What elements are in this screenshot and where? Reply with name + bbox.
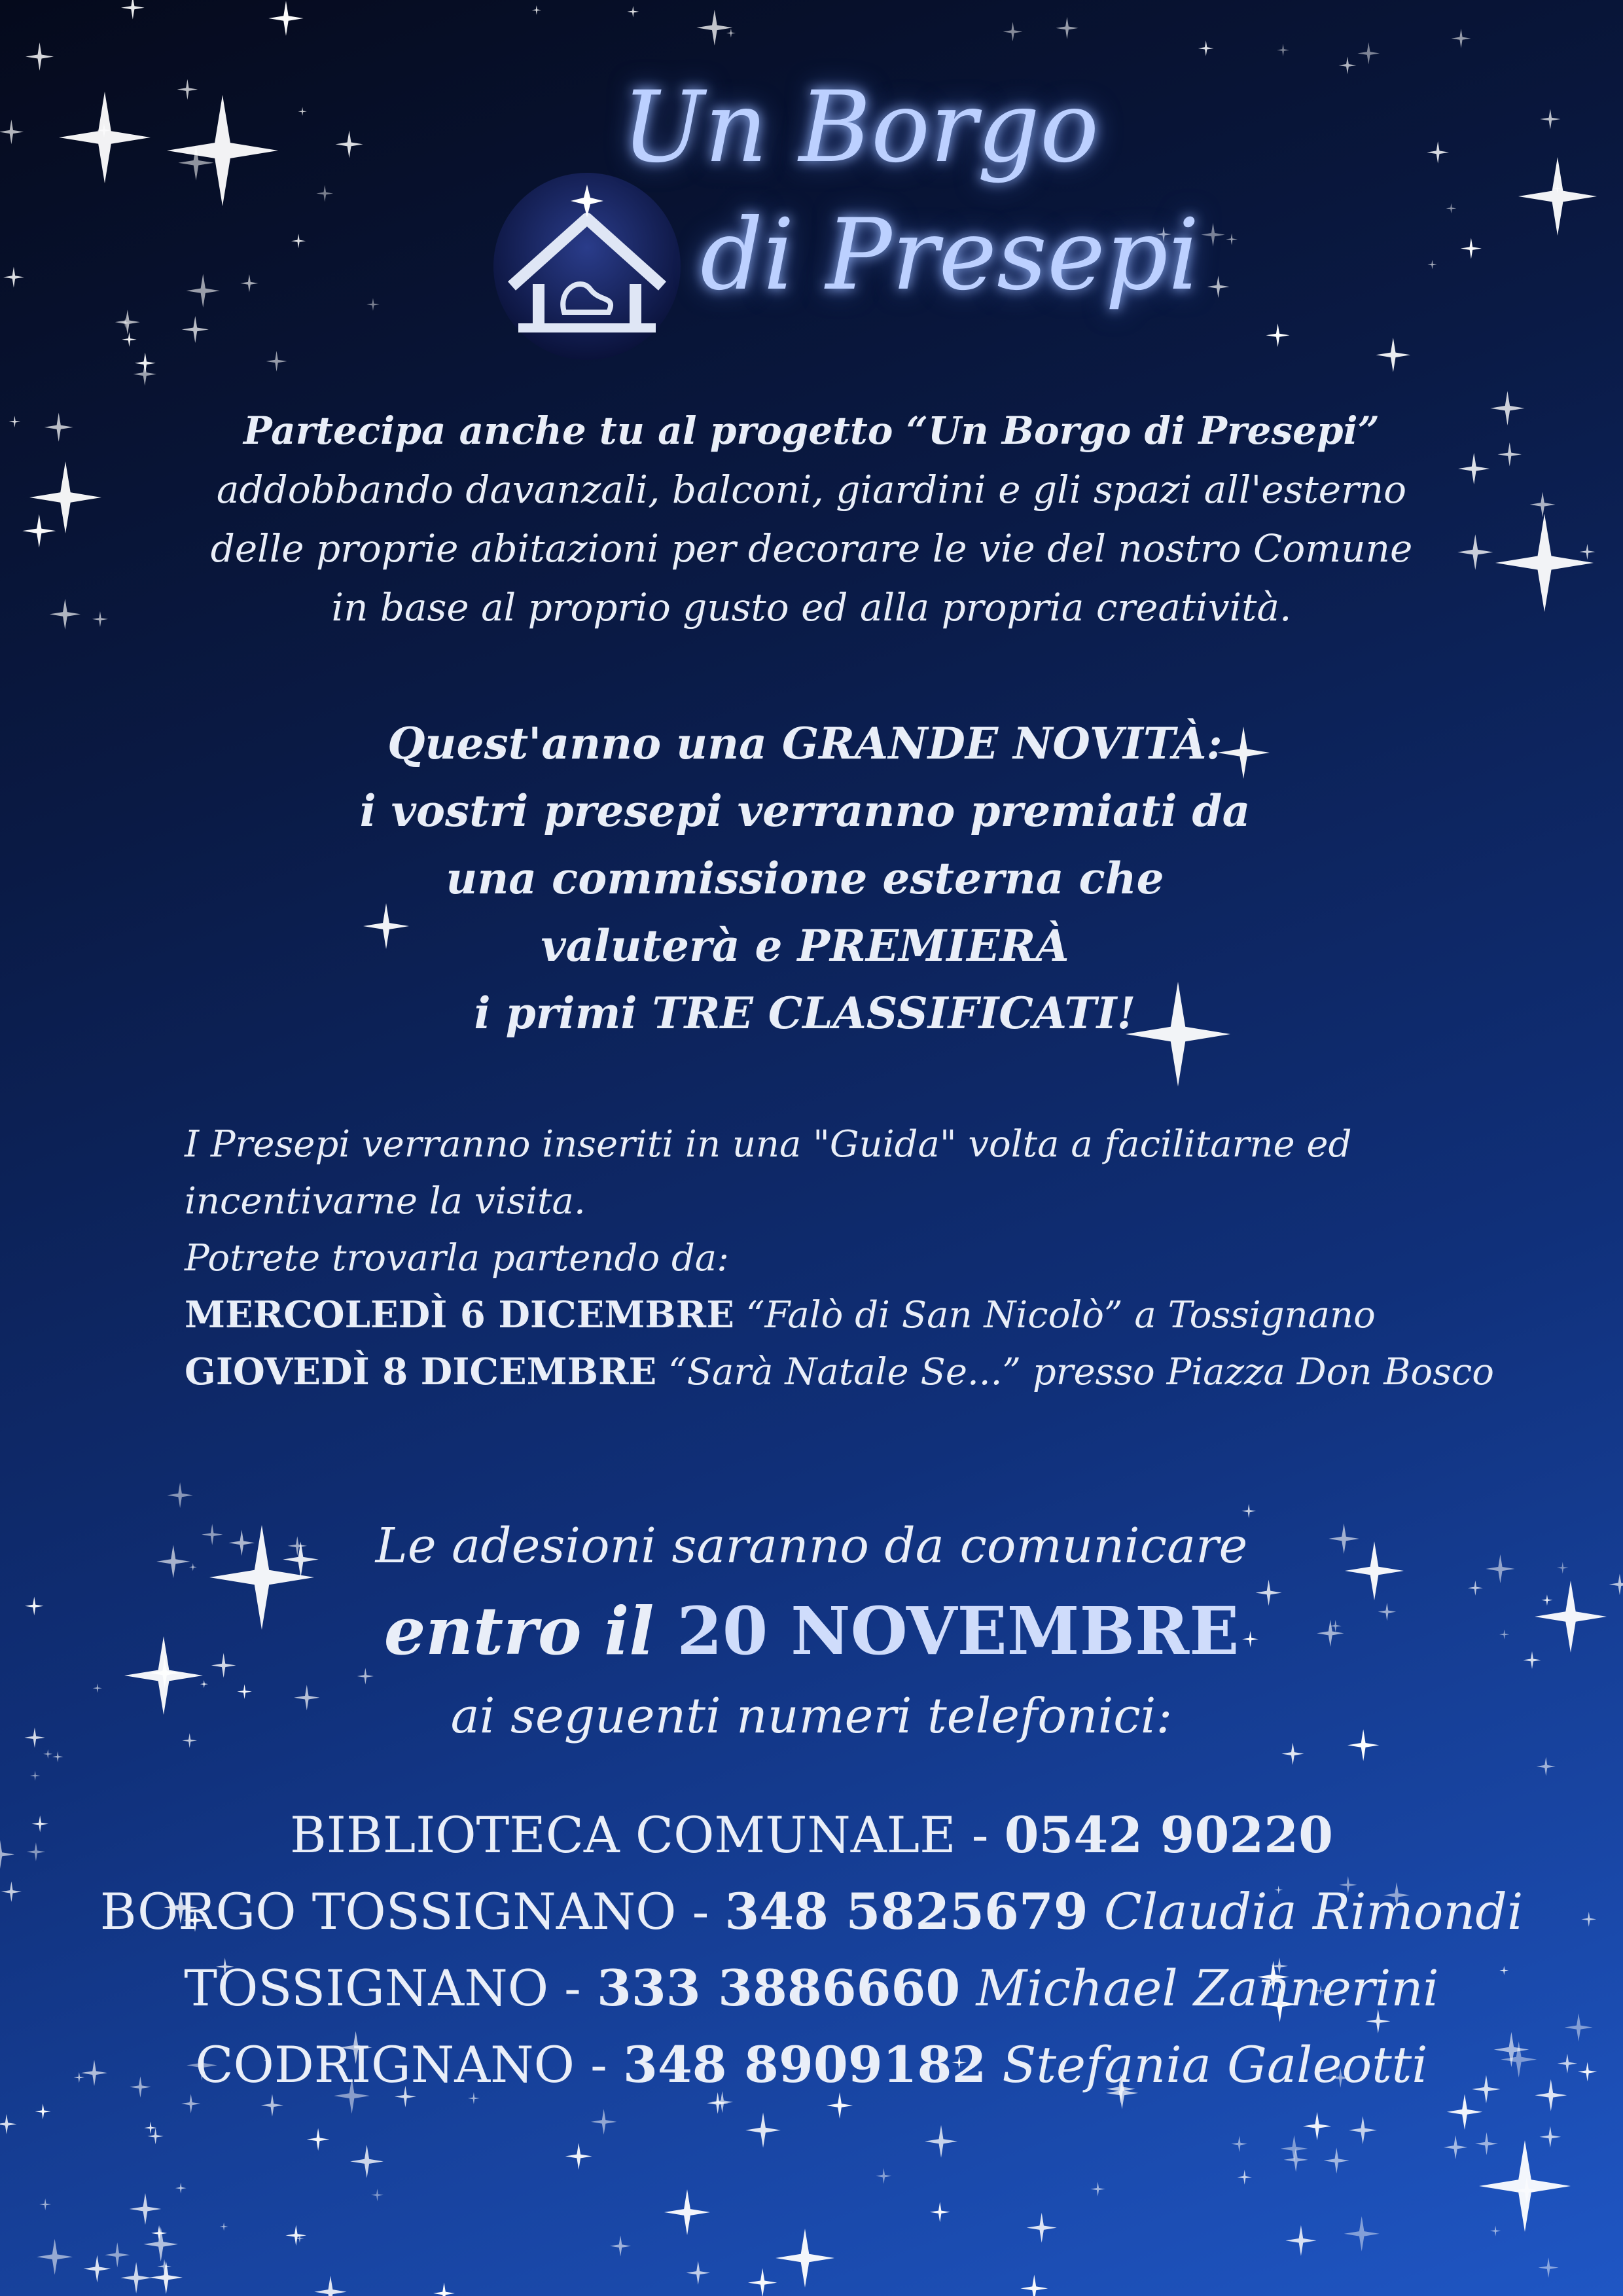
announcement-line: i vostri presepi verranno premiati da	[359, 785, 1251, 836]
sparkle-star	[133, 363, 156, 386]
contact-row	[0, 1797, 1623, 1873]
sparkle-star	[1324, 2147, 1349, 2173]
sparkle-star	[1344, 2216, 1380, 2251]
sparkle-star	[1285, 2225, 1316, 2256]
contact-place: BIBLIOTECA COMUNALE -	[290, 1806, 1005, 1864]
sparkle-star	[726, 28, 736, 37]
sparkle-star	[1207, 276, 1230, 298]
sparkle-star	[26, 43, 54, 71]
sparkle-star	[0, 2114, 16, 2134]
sparkle-star	[350, 2145, 383, 2178]
sparkle-star	[610, 2235, 631, 2256]
sparkle-star	[1277, 44, 1289, 56]
sparkle-star	[1490, 2225, 1501, 2236]
sparkle-star	[1056, 17, 1078, 39]
sparkle-star	[143, 2227, 178, 2262]
sparkle-star	[696, 10, 732, 46]
guide-line: I Presepi verranno inseriti in una "Guida" volta a facilitarne ed	[185, 1123, 1352, 1166]
sparkle-star	[1461, 238, 1482, 259]
sparkle-star	[876, 2168, 891, 2183]
sparkle-star	[1475, 2132, 1498, 2155]
sparkle-star	[122, 332, 137, 347]
sparkle-star	[1020, 2274, 1048, 2296]
sparkle-star	[1518, 157, 1597, 236]
deadline-date: 20 NOVEMBRE	[677, 1592, 1240, 1670]
sparkle-star	[591, 2109, 616, 2134]
sparkle-star	[150, 2261, 183, 2294]
sparkle-star	[105, 2242, 130, 2267]
sparkle-star	[366, 298, 379, 310]
sparkle-star	[930, 2202, 950, 2222]
contact-place: BORGO TOSSIGNANO -	[99, 1882, 725, 1941]
nativity-hut-icon	[492, 171, 682, 361]
contact-row	[0, 1873, 1623, 1950]
guide-line: Potrete trovarla partendo da:	[185, 1237, 730, 1280]
sparkle-star	[1444, 2135, 1468, 2159]
sparkle-star	[167, 95, 278, 206]
contact-row	[0, 2026, 1623, 2103]
sparkle-star	[268, 1, 303, 35]
event-date: MERCOLEDÌ 6 DICEMBRE	[185, 1293, 734, 1336]
sparkle-star	[182, 316, 209, 343]
sparkle-star	[628, 6, 639, 18]
phone-number: 348 5825679	[724, 1882, 1088, 1941]
guide-event	[185, 1344, 1559, 1401]
contact-row	[0, 1950, 1623, 2026]
sparkle-star	[1231, 2136, 1247, 2152]
phone-number: 333 3886660	[597, 1959, 961, 2017]
guide-line: incentivarne la visita.	[185, 1180, 586, 1223]
registration-deadline	[0, 1584, 1623, 1679]
intro-line: Partecipa anche tu al progetto “Un Borgo di Presepi”	[243, 408, 1380, 453]
intro-line: delle proprie abitazioni per decorare le vie del nostro Comune	[210, 526, 1413, 571]
sparkle-star	[307, 2128, 330, 2151]
sparkle-star	[316, 185, 333, 202]
sparkle-star	[565, 2143, 592, 2170]
sparkle-star	[532, 5, 542, 15]
sparkle-star	[314, 2276, 346, 2296]
sparkle-star	[1539, 2257, 1559, 2278]
announcement-line: Quest'anno una GRANDE NOVITÀ:	[387, 718, 1222, 769]
announcement-line: i primi TRE CLASSIFICATI!	[474, 988, 1136, 1039]
sparkle-star	[1338, 56, 1356, 74]
registration-line: Le adesioni saranno da comunicare	[375, 1518, 1248, 1574]
sparkle-star	[1427, 260, 1436, 269]
sparkle-star	[30, 1770, 41, 1781]
sparkle-star	[35, 2104, 51, 2119]
sparkle-star	[745, 2113, 781, 2148]
event-date: GIOVEDÌ 8 DICEMBRE	[185, 1350, 657, 1393]
sparkle-star	[1452, 29, 1471, 48]
title-line-2: di Presepi	[700, 198, 1200, 312]
sparkle-star	[433, 2282, 455, 2296]
sparkle-star	[664, 2189, 710, 2235]
sparkle-star	[1003, 22, 1023, 41]
sparkle-star	[1266, 323, 1290, 347]
announcement	[0, 710, 1616, 1047]
sparkle-star	[1284, 2147, 1308, 2172]
sparkle-star	[130, 2193, 162, 2225]
sparkle-star	[1376, 338, 1410, 372]
sparkle-star	[1226, 234, 1238, 245]
sparkle-star	[1537, 1757, 1556, 1776]
contact-place: CODRIGNANO -	[195, 2036, 623, 2094]
registration-line: ai seguenti numeri telefonici:	[450, 1688, 1173, 1744]
sparkle-star	[175, 2183, 187, 2194]
sparkle-star	[120, 2262, 152, 2293]
sparkle-star	[371, 2189, 383, 2201]
sparkle-star	[83, 2255, 111, 2282]
deadline-prefix: entro il	[383, 1592, 677, 1670]
contact-list	[0, 1797, 1623, 2103]
sparkle-star	[167, 1482, 192, 1508]
intro-line: addobbando davanzali, balconi, giardini e gli spazi all'esterno	[216, 467, 1407, 512]
event-description: “Sarà Natale Se...” presso Piazza Don Bosco	[656, 1351, 1494, 1393]
sparkle-star	[0, 120, 24, 145]
sparkle-star	[336, 130, 363, 158]
sparkle-star	[1540, 109, 1560, 129]
registration-info	[0, 1509, 1623, 1754]
sparkle-star	[1349, 2116, 1377, 2144]
sparkle-star	[3, 267, 24, 288]
announcement-line: valuterà e PREMIERÀ	[541, 920, 1069, 971]
sparkle-star	[39, 2198, 51, 2210]
sparkle-star	[1201, 223, 1224, 246]
event-description: “Falò di San Nicolò” a Tossignano	[734, 1294, 1376, 1336]
sparkle-star	[1090, 2181, 1105, 2196]
sparkle-star	[1027, 2213, 1057, 2243]
sparkle-star	[1237, 2170, 1252, 2185]
title-line-1: Un Borgo	[622, 71, 1099, 185]
contact-place: TOSSIGNANO -	[184, 1959, 597, 2017]
intro-line: in base al proprio gusto ed alla propria creatività.	[331, 585, 1292, 630]
sparkle-star	[59, 92, 151, 183]
guide-info	[185, 1116, 1559, 1401]
contact-person: Claudia Rimondi	[1088, 1882, 1524, 1941]
sparkle-star	[776, 2229, 834, 2287]
sparkle-star	[177, 79, 198, 100]
guide-event	[185, 1287, 1559, 1344]
phone-number: 348 8909182	[622, 2036, 987, 2094]
sparkle-star	[240, 274, 258, 292]
sparkle-star	[147, 2128, 164, 2144]
phone-number: 0542 90220	[1004, 1806, 1333, 1864]
sparkle-star	[1539, 2126, 1561, 2147]
sparkle-star	[266, 351, 287, 372]
sparkle-star	[1357, 43, 1380, 65]
sparkle-star	[925, 2125, 957, 2158]
sparkle-star	[298, 107, 306, 116]
sparkle-star	[121, 0, 145, 20]
sparkle-star	[157, 2259, 171, 2274]
sparkle-star	[1198, 41, 1214, 56]
intro-paragraph	[0, 401, 1623, 637]
sparkle-star	[291, 234, 306, 248]
sparkle-star	[748, 2268, 777, 2296]
sparkle-star	[115, 310, 140, 334]
sparkle-star	[1446, 203, 1457, 213]
sparkle-star	[285, 2225, 306, 2246]
sparkle-star	[220, 2223, 228, 2231]
contact-person: Stefania Galeotti	[986, 2036, 1428, 2094]
announcement-line: una commissione esterna che	[446, 853, 1164, 904]
sparkle-star	[1303, 2112, 1331, 2140]
sparkle-star	[187, 274, 220, 307]
contact-person: Michael Zannerini	[960, 1959, 1439, 2017]
sparkle-star	[687, 2261, 710, 2284]
sparkle-star	[1479, 2140, 1571, 2232]
sparkle-star	[1427, 141, 1449, 164]
sparkle-star	[37, 2239, 73, 2275]
